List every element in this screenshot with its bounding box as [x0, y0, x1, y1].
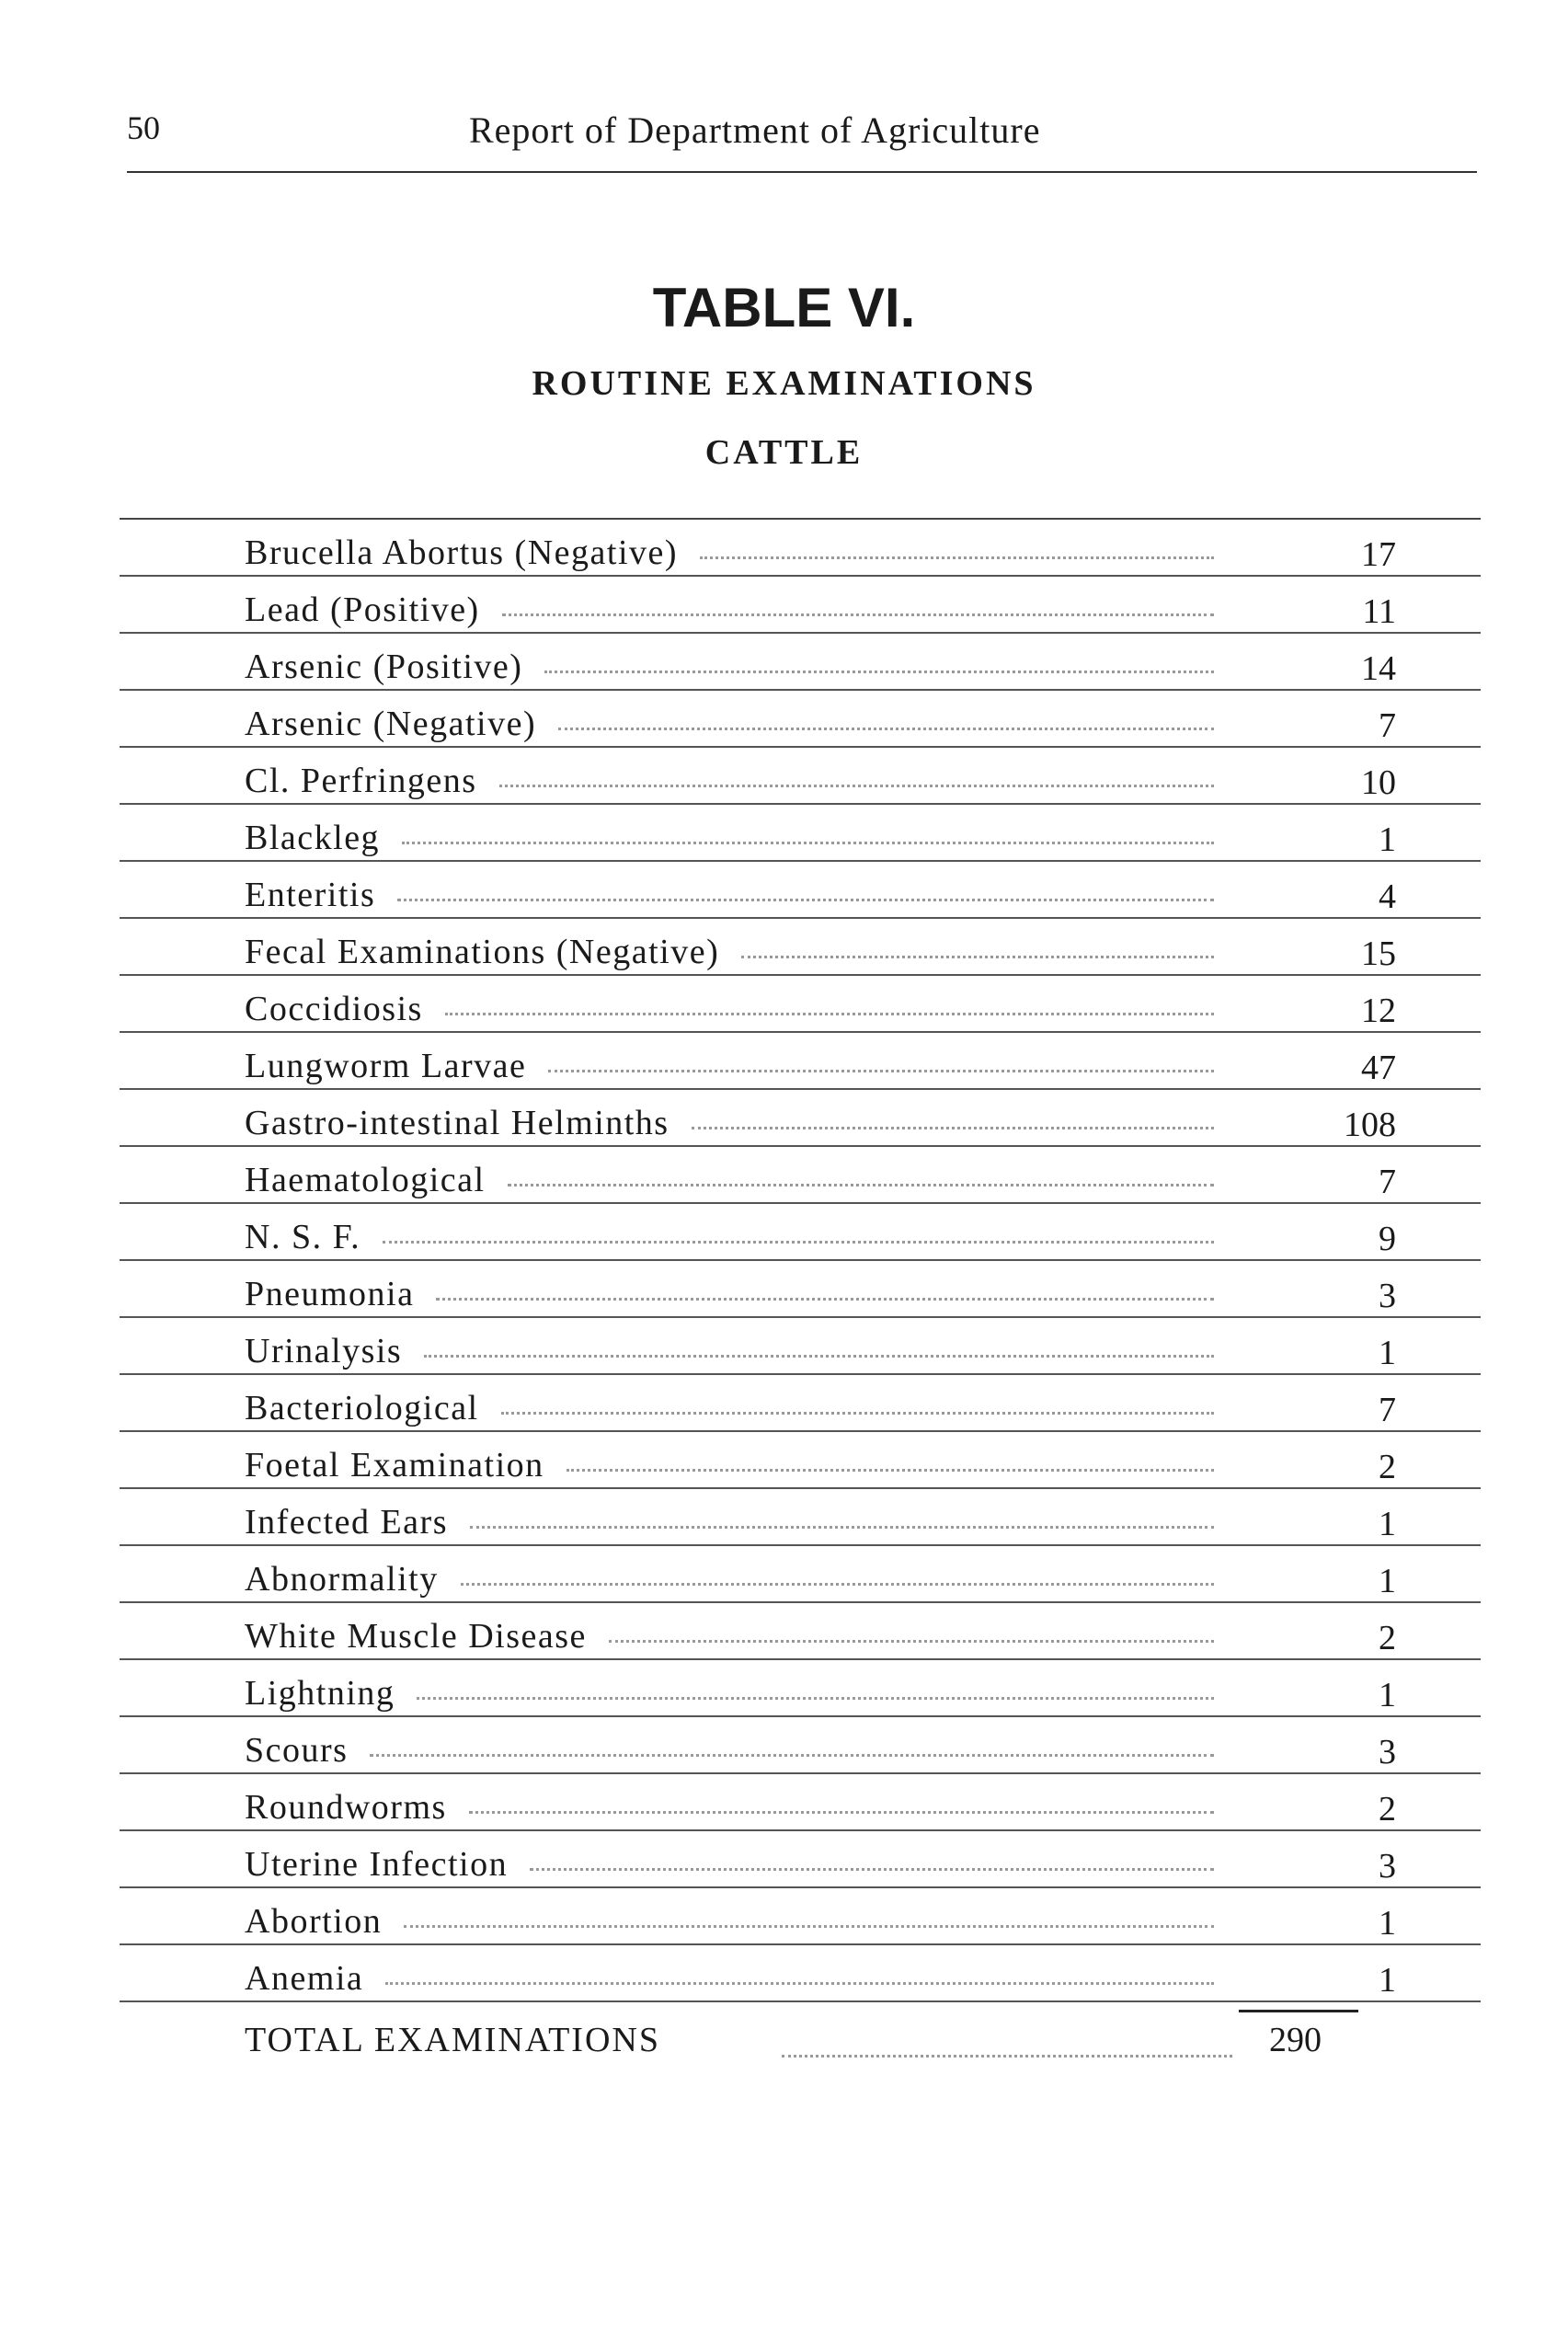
table-row	[120, 1090, 1481, 1147]
row-value: 2	[1379, 1448, 1396, 1486]
row-value: 7	[1379, 1391, 1396, 1429]
row-value: 1	[1379, 1334, 1396, 1372]
table-title: TABLE VI.	[652, 277, 916, 338]
row-value: 47	[1361, 1049, 1396, 1087]
row-value: 4	[1379, 877, 1396, 916]
header-rule	[127, 171, 1477, 173]
row-value: 7	[1379, 1163, 1396, 1201]
row-value: 1	[1379, 1961, 1396, 2000]
row-label: Gastro-intestinal Helminths	[245, 1104, 670, 1142]
row-label: Bacteriological	[245, 1389, 479, 1427]
table-row	[120, 1261, 1481, 1318]
table-row	[120, 1147, 1481, 1204]
leader-dots	[548, 1070, 1214, 1072]
row-label: Abortion	[245, 1902, 383, 1941]
table-subtitle: ROUTINE EXAMINATIONS	[532, 364, 1036, 403]
row-label: Fecal Examinations (Negative)	[245, 933, 720, 971]
leader-dots	[424, 1355, 1214, 1358]
row-label: Haematological	[245, 1161, 486, 1199]
table-row	[120, 1432, 1481, 1489]
row-label: Brucella Abortus (Negative)	[245, 533, 679, 572]
page-number: 50	[127, 109, 160, 146]
table-row	[120, 1945, 1481, 2002]
leader-dots	[470, 1526, 1214, 1529]
row-value: 3	[1379, 1277, 1396, 1315]
table-row	[120, 1660, 1481, 1717]
leader-dots	[700, 556, 1214, 559]
leader-dots	[402, 842, 1214, 844]
leader-dots	[417, 1697, 1214, 1700]
row-value: 1	[1379, 1904, 1396, 1943]
row-label: Arsenic (Positive)	[245, 648, 523, 686]
leader-dots	[558, 728, 1214, 730]
table-row	[120, 1033, 1481, 1090]
leader-dots	[436, 1298, 1214, 1301]
leader-dots	[469, 1811, 1214, 1814]
table-row	[120, 634, 1481, 691]
page-header	[127, 109, 1477, 155]
row-label: Blackleg	[245, 819, 381, 857]
table-row	[120, 1204, 1481, 1261]
table-row	[120, 520, 1481, 577]
row-value: 10	[1361, 763, 1396, 802]
row-label: Uterine Infection	[245, 1845, 509, 1884]
row-label: Infected Ears	[245, 1503, 448, 1542]
leader-dots	[385, 1982, 1214, 1985]
leader-dots	[692, 1127, 1214, 1129]
row-value: 2	[1379, 1790, 1396, 1828]
table-row	[120, 919, 1481, 976]
row-value: 7	[1379, 706, 1396, 745]
leader-dots	[544, 671, 1214, 673]
leader-dots	[530, 1868, 1214, 1871]
row-label: N. S. F.	[245, 1218, 361, 1256]
leader-dots	[383, 1241, 1214, 1244]
row-value: 108	[1344, 1106, 1396, 1144]
table-row	[120, 1603, 1481, 1660]
leader-dots	[567, 1469, 1214, 1472]
row-value: 2	[1379, 1619, 1396, 1657]
leader-dots	[508, 1184, 1214, 1186]
row-label: Lightning	[245, 1674, 395, 1713]
table-category: CATTLE	[704, 433, 864, 472]
row-value: 1	[1379, 1562, 1396, 1600]
leader-dots	[445, 1013, 1214, 1015]
row-value: 17	[1361, 535, 1396, 574]
table-row	[120, 1717, 1481, 1774]
total-leader-dots	[782, 2055, 1232, 2058]
row-value: 1	[1379, 1505, 1396, 1543]
table-row	[120, 1489, 1481, 1546]
total-label: TOTAL EXAMINATIONS	[245, 2021, 660, 2059]
leader-dots	[404, 1925, 1214, 1928]
row-label: Anemia	[245, 1959, 364, 1998]
leader-dots	[741, 956, 1214, 958]
table-row	[120, 748, 1481, 805]
running-head: Report of Department of Agriculture	[469, 109, 1041, 151]
row-label: Coccidiosis	[245, 990, 423, 1028]
row-value: 3	[1379, 1733, 1396, 1771]
leader-dots	[501, 1412, 1214, 1415]
table-row	[120, 1888, 1481, 1945]
row-label: Arsenic (Negative)	[245, 705, 537, 743]
leader-dots	[502, 613, 1214, 616]
row-value: 11	[1362, 592, 1396, 631]
leader-dots	[461, 1583, 1214, 1586]
table-row	[120, 577, 1481, 634]
row-label: Cl. Perfringens	[245, 762, 477, 800]
row-value: 14	[1361, 649, 1396, 688]
leader-dots	[397, 899, 1214, 901]
row-label: Enteritis	[245, 876, 376, 914]
row-label: Pneumonia	[245, 1275, 415, 1313]
total-value: 290	[1269, 2021, 1322, 2059]
row-label: Scours	[245, 1731, 349, 1770]
row-value: 1	[1379, 1676, 1396, 1714]
row-value: 9	[1379, 1220, 1396, 1258]
row-label: White Muscle Disease	[245, 1617, 587, 1656]
leader-dots	[370, 1754, 1214, 1757]
table-row	[120, 805, 1481, 862]
row-label: Roundworms	[245, 1788, 447, 1827]
row-value: 12	[1361, 992, 1396, 1030]
total-rule	[1239, 2010, 1358, 2012]
table-row	[120, 1546, 1481, 1603]
row-label: Urinalysis	[245, 1332, 403, 1370]
table-row	[120, 691, 1481, 748]
row-label: Lungworm Larvae	[245, 1047, 527, 1085]
table-row	[120, 1375, 1481, 1432]
row-value: 15	[1361, 934, 1396, 973]
examinations-table	[120, 520, 1481, 2002]
table-row	[120, 862, 1481, 919]
row-label: Foetal Examination	[245, 1446, 544, 1485]
row-value: 3	[1379, 1847, 1396, 1886]
row-label: Lead (Positive)	[245, 590, 480, 629]
leader-dots	[499, 785, 1214, 787]
table-row	[120, 1831, 1481, 1888]
row-value: 1	[1379, 820, 1396, 859]
row-label: Abnormality	[245, 1560, 439, 1599]
table-row	[120, 1318, 1481, 1375]
table-row	[120, 1774, 1481, 1831]
leader-dots	[609, 1640, 1214, 1643]
table-row	[120, 976, 1481, 1033]
